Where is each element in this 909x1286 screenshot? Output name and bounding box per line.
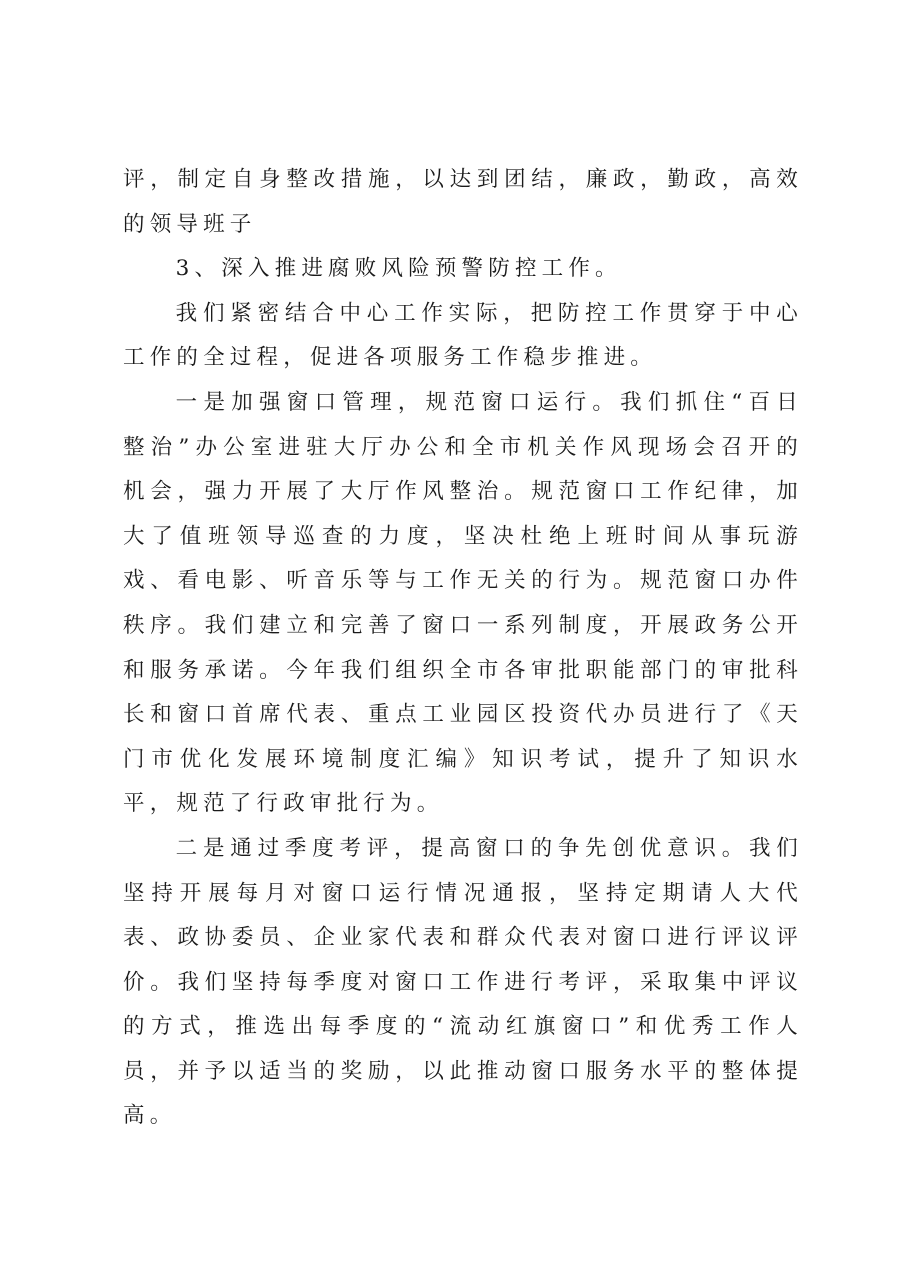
- section-heading-3: 3、深入推进腐败风险预警防控工作。: [175, 256, 622, 282]
- paragraph-intro: 我们紧密结合中心工作实际，把防控工作贯穿于中心工作的全过程，促进各项服务工作稳步推进。: [123, 300, 803, 371]
- paragraph-continuation: 评，制定自身整改措施，以达到团结，廉政，勤政，高效的领导班子: [123, 167, 803, 237]
- document-body: [123, 158, 803, 1139]
- paragraph-quarterly-evaluation: 二是通过季度考评，提高窗口的争先创优意识。我们坚持开展每月对窗口运行情况通报，坚持定期请人大代表、政协委员、企业家代表和群众代表对窗口进行评议评价。我们坚持每季度对窗口工作进行考评，采取集中评议的方式，推选出每季度的“流动红旗窗口”和优秀工作人员，并予以适当的奖励，以此推动窗口服务水平的整体提高。: [123, 835, 803, 1129]
- paragraph-window-management: 一是加强窗口管理，规范窗口运行。我们抓住“百日整治”办公室进驻大厅办公和全市机关作风现场会召开的机会，强力开展了大厅作风整治。规范窗口工作纪律，加大了值班领导巡查的力度，坚决杜绝上班时间从事玩游戏、看电影、听音乐等与工作无关的行为。规范窗口办件秩序。我们建立和完善了窗口一系列制度，开展政务公开和服务承诺。今年我们组织全市各审批职能部门的审批科长和窗口首席代表、重点工业园区投资代办员进行了《天门市优化发展环境制度汇编》知识考试，提升了知识水平，规范了行政审批行为。: [123, 389, 803, 817]
